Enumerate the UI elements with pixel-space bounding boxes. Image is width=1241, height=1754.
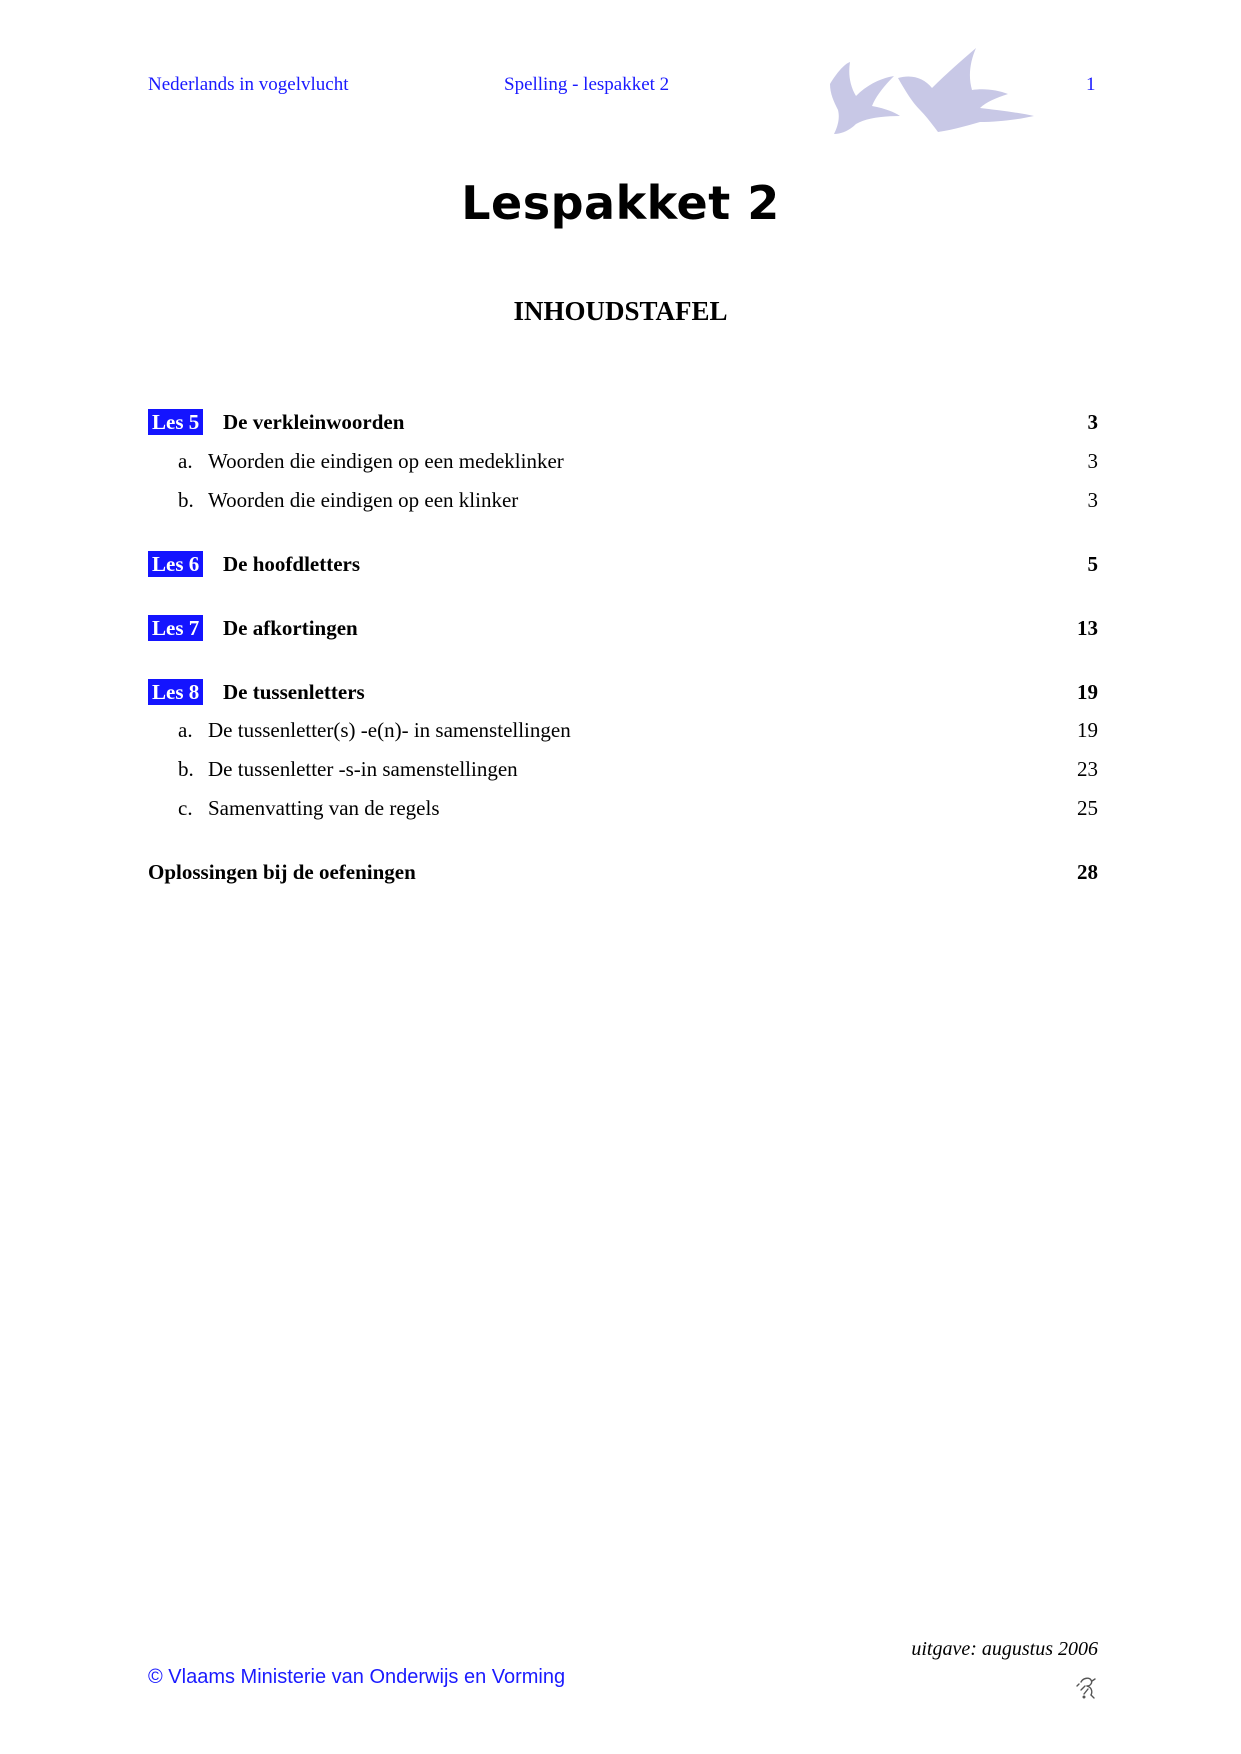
toc-entry-solutions[interactable] xyxy=(148,857,1098,889)
toc-page-number: 28 xyxy=(1077,860,1098,884)
page-number: 1 xyxy=(1086,74,1096,95)
toc-entry-title: De verkleinwoorden xyxy=(223,410,405,434)
toc-subentry[interactable] xyxy=(148,446,1098,478)
toc-subentry-letter: b. xyxy=(178,488,194,512)
toc-page-number: 19 xyxy=(1077,680,1098,704)
toc-entry-les5[interactable] xyxy=(148,407,1098,439)
toc-page-number: 19 xyxy=(1077,718,1098,742)
les-badge: Les 5 xyxy=(148,409,203,435)
toc-heading: INHOUDSTAFEL xyxy=(513,296,728,326)
toc-page-number: 3 xyxy=(1087,488,1098,512)
toc-entry-les7[interactable] xyxy=(148,613,1098,645)
copyright-notice: © Vlaams Ministerie van Onderwijs en Vorming xyxy=(148,1666,566,1688)
toc-subentry[interactable] xyxy=(148,754,1098,786)
toc-page-number: 25 xyxy=(1077,796,1098,820)
toc-page-number: 3 xyxy=(1087,410,1098,434)
toc-page-number: 5 xyxy=(1087,552,1098,576)
header-center: Spelling - lespakket 2 xyxy=(504,74,670,95)
toc-page-number: 23 xyxy=(1077,757,1098,781)
toc-subentry-letter: c. xyxy=(178,796,193,820)
toc-entry-title: Oplossingen bij de oefeningen xyxy=(148,860,416,884)
swallows-icon xyxy=(820,44,1036,138)
header-left: Nederlands in vogelvlucht xyxy=(148,74,349,95)
toc-entry-les8[interactable] xyxy=(148,677,1098,709)
toc-subentry[interactable] xyxy=(148,793,1098,825)
toc-subentry[interactable] xyxy=(148,485,1098,517)
toc-entry-title: De tussenletters xyxy=(223,680,365,704)
edition-date: uitgave: augustus 2006 xyxy=(911,1638,1098,1660)
toc-subentry-title: De tussenletter -s-in samenstellingen xyxy=(208,757,518,781)
toc-subentry-title: Woorden die eindigen op een medeklinker xyxy=(208,449,564,473)
toc-subentry-title: Woorden die eindigen op een klinker xyxy=(208,488,519,512)
toc-subentry-letter: b. xyxy=(178,757,194,781)
toc-subentry-title: De tussenletter(s) -e(n)- in samenstellingen xyxy=(208,718,571,742)
toc-page-number: 3 xyxy=(1087,449,1098,473)
toc-entry-title: De afkortingen xyxy=(223,616,358,640)
toc-subentry[interactable] xyxy=(148,715,1098,747)
page-title: Lespakket 2 xyxy=(461,176,780,230)
les-badge: Les 6 xyxy=(148,551,203,577)
toc-entry-les6[interactable] xyxy=(148,549,1098,581)
toc-page-number: 13 xyxy=(1077,616,1098,640)
les-badge: Les 8 xyxy=(148,679,203,705)
toc-subentry-letter: a. xyxy=(178,718,193,742)
toc-subentry-title: Samenvatting van de regels xyxy=(208,796,440,820)
toc-subentry-letter: a. xyxy=(178,449,193,473)
toc-entry-title: De hoofdletters xyxy=(223,552,361,576)
les-badge: Les 7 xyxy=(148,615,203,641)
flemish-lion-icon xyxy=(1075,1674,1099,1700)
